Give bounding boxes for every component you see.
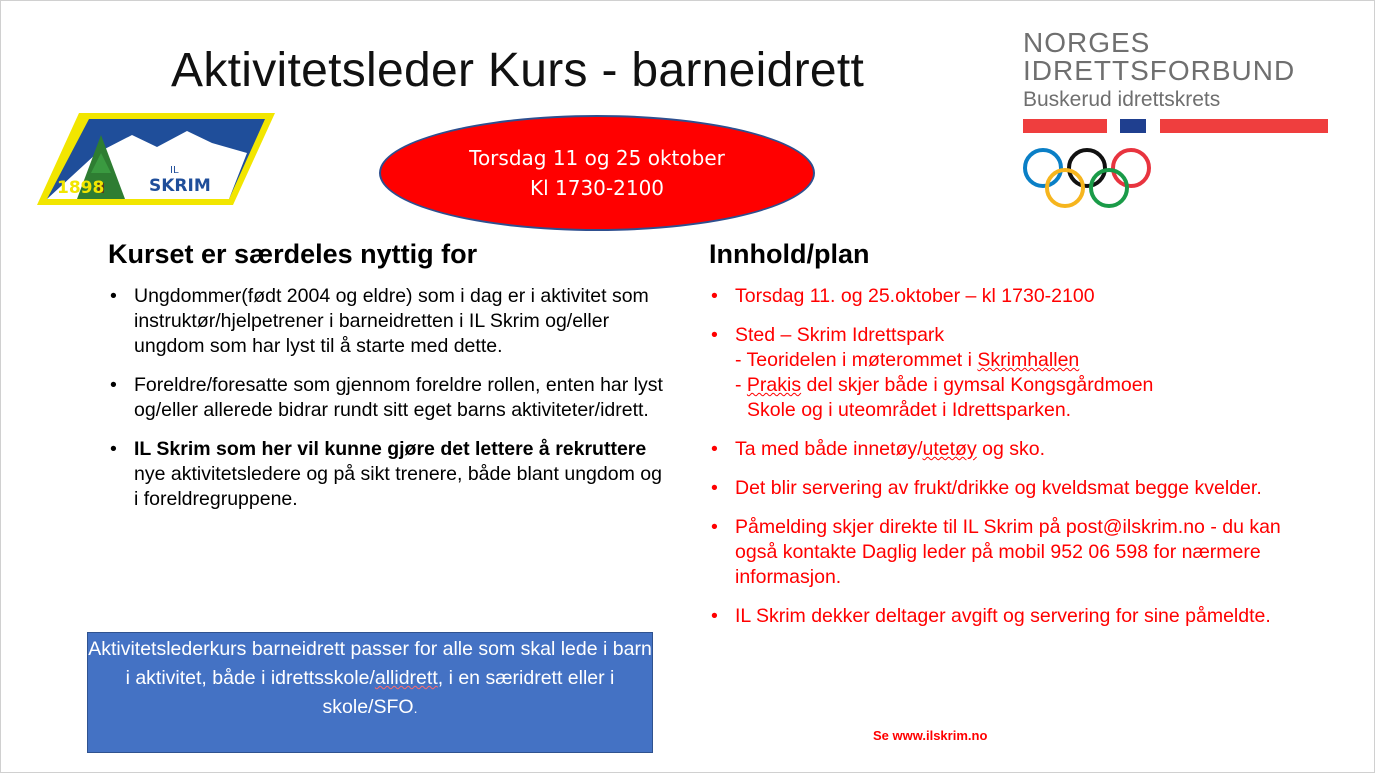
date-badge-line1: Torsdag 11 og 25 oktober	[469, 146, 725, 170]
olympic-rings-icon	[1021, 146, 1161, 212]
website-link[interactable]: Se www.ilskrim.no	[873, 728, 988, 743]
flag-stripe-red-right	[1160, 119, 1328, 133]
spellcheck-word: utetøy	[922, 438, 977, 460]
list-item	[108, 437, 668, 512]
federation-line1: NORGES	[1023, 27, 1151, 58]
flag-stripe-blue	[1120, 119, 1146, 133]
audience-heading: Kurset er særdeles nyttig for	[108, 239, 478, 269]
list-item: • Ungdommer(født 2004 og eldre) som i dag er i aktivitet som instruktør/hjelpetrener i barneidretten i IL Skrim og/eller ungdom som har lyst til å starte med dette.	[108, 284, 668, 359]
federation-logo	[1023, 29, 1333, 115]
page-title: Aktivitetsleder Kurs - barneidrett	[171, 44, 865, 97]
federation-line3: Buskerud idrettskrets	[1023, 88, 1221, 111]
logo-prefix: IL	[170, 165, 179, 176]
list-item: • Påmelding skjer direkte til IL Skrim på post@ilskrim.no - du kan også kontakte Daglig leder på mobil 952 06 598 for nærmere informasjon.	[709, 515, 1309, 590]
location-line: • Sted – Skrim Idrettspark	[735, 324, 945, 346]
practice-line-cont: Skole og i uteområdet i Idrettsparken.	[747, 399, 1072, 421]
list-item: • Foreldre/foresatte som gjennom foreldre rollen, enten har lyst og/eller allerede bidrar rundt sitt eget barns aktiviteter/idrett.	[108, 373, 668, 423]
logo-club-name: SKRIM	[149, 176, 211, 196]
federation-line2: IDRETTSFORBUND	[1023, 55, 1296, 86]
list-item: • Ta med både innetøy/utetøy og sko.	[709, 437, 1309, 462]
spellcheck-word: Skrimhallen	[977, 349, 1080, 371]
flag-stripe-red-left	[1023, 119, 1107, 133]
list-item: • Torsdag 11. og 25.oktober – kl 1730-2100	[709, 284, 1309, 309]
plan-section	[709, 239, 1309, 643]
theory-line: - Teoridelen i møterommet i Skrimhallen	[735, 349, 1080, 371]
practice-line: - Prakis del skjer både i gymsal Kongsgårdmoen	[735, 374, 1154, 396]
info-box: Aktivitetslederkurs barneidrett passer for alle som skal lede i barn i aktivitet, både i idrettsskole/allidrett, i en særidrett eller i skole/SFO.	[87, 632, 653, 753]
list-item	[709, 323, 1309, 423]
list-item-rest: nye aktivitetsledere og på sikt trenere, både blant ungdom og i foreldregruppene.	[134, 463, 662, 510]
plan-list	[709, 284, 1309, 629]
list-item: • Det blir servering av frukt/drikke og kveldsmat begge kvelder.	[709, 476, 1309, 501]
date-badge	[379, 115, 815, 231]
audience-section	[108, 239, 668, 526]
list-item-bold: IL Skrim som her vil kunne gjøre det lettere å rekruttere	[134, 438, 647, 460]
spellcheck-word: Prakis	[746, 374, 802, 396]
info-box-text: Aktivitetslederkurs barneidrett passer for alle som skal lede i barn i aktivitet, både i idrettsskole/	[88, 638, 652, 689]
logo-year: 1898	[57, 178, 105, 198]
audience-list	[108, 284, 668, 512]
date-badge-line2: Kl 1730-2100	[529, 176, 665, 200]
il-skrim-logo	[37, 113, 277, 207]
spellcheck-word: allidrett	[374, 667, 438, 689]
plan-heading: Innhold/plan	[709, 239, 870, 269]
list-item: • IL Skrim dekker deltager avgift og servering for sine påmeldte.	[709, 604, 1309, 629]
